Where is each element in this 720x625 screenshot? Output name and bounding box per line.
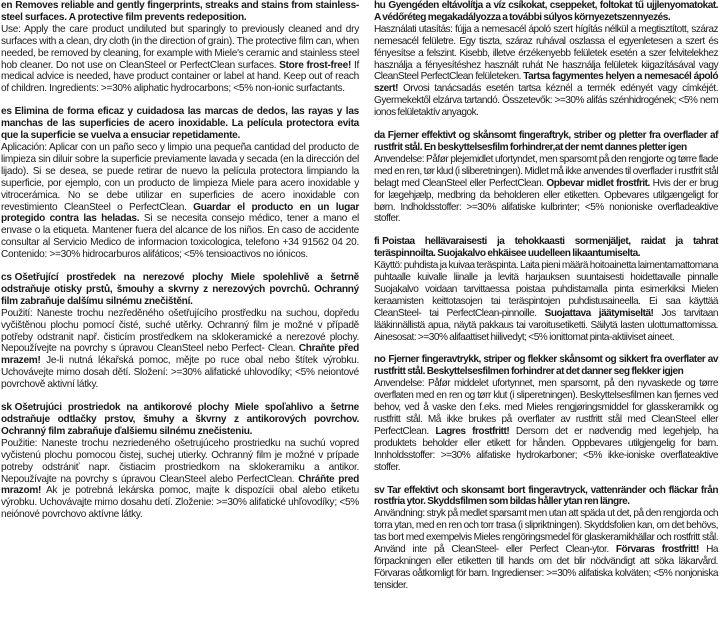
storage-warning: Store frost-free! xyxy=(279,59,352,71)
safety-text: Ha förpackningen eller etiketten till hands om det blir nödvändigt att söka läkarvård. Förvaras oåtkomligt för barn. Ingredienser: >=30% alifatiska kolväten; <5% nonjoniska tensider. xyxy=(374,544,719,591)
usage-text: Use: Apply the care product undiluted but sparingly to previously cleaned and dry surfaces with a clean, dry cloth (in the direction of grain). The protective film can, when needed, be removed by cleaning, for example with Miele's ceramic and stainless steel hob cleaner. Do not use on CleanSteel or PerfectClean surfaces. xyxy=(1,23,359,71)
storage-warning: Förvaras frostfritt! xyxy=(615,544,699,556)
safety-text: Jos tarvitaan lääkinnällistä apua, näytä pakkaus tai varoitusetiketti. Säilytä lasten ulottumattomissa. Ainesosat: >=30% alifaattiset hiilivedyt; <5% ionittomat pinta-aktiiviset aineet. xyxy=(374,307,718,343)
section-body xyxy=(374,24,718,119)
heading-text: Elimina de forma eficaz y cuidadosa las marcas de dedos, las rayas y las manchas de las superficies de acero inoxidable. La película protectora evita que la superficie se vuelva a ensuciar repetidamente. xyxy=(1,106,359,142)
section-body xyxy=(1,438,359,521)
usage-text: Anvendelse: Påfør plejemidlet ufortyndet, men sparsomt på den rengjorte og tørre flade med en ren, tør klud (i sliberetningen). Midlet må ikke anvendes til overflader i rustfrit stål belagt med CleanSteel eller PerfectClean. xyxy=(374,153,718,189)
section-hu xyxy=(374,0,718,119)
usage-text: Použití: Naneste trochu nezředěného ošetřujícího prostředku na suchou, dopředu vyčištěnou plochu pomocí čisté, suché utěrky. Ochranný film je možné v případě potřeby odstranit např. čisticím prostředkem na sklokeramické a nerezové plochy. Nepoužívejte na povrchy s úpravou CleanSteel nebo Perfect- Clean. xyxy=(1,307,359,355)
language-code: sk xyxy=(1,402,12,414)
right-column xyxy=(374,0,718,603)
heading-text: Removes reliable and gently fingerprints, streaks and stains from stainless-steel surfaces. A protective film prevents redeposition. xyxy=(1,0,359,23)
heading-text: Fjerner fingeravtrykk, striper og flekker skånsomt og sikkert fra overflater av rustfritt stål. Beskyttelsesfilmen forhindrer at det danner seg flekker igjen xyxy=(374,354,718,378)
section-heading xyxy=(1,272,359,308)
section-body xyxy=(1,24,359,95)
section-cs xyxy=(1,272,359,391)
storage-warning: Tartsa fagymentes helyen a nemesacél ápoló szert! xyxy=(374,71,718,95)
section-heading xyxy=(1,0,359,24)
language-code: hu xyxy=(374,0,386,11)
heading-text: Gyengéden eltávolítja a víz csíkokat, cseppeket, foltokat tű ujjlenyomatokat. A védőréteg megakadályozza a további súlyos környezetszennyezés. xyxy=(374,0,718,23)
heading-text: Tar effektivt och skonsamt bort fingeravtryck, vattenränder och fläckar från rostfria ytor. Skyddsfilmen som bildas håller ytan ren längre. xyxy=(374,484,718,508)
usage-text: Aplicación: Aplicar con un paño seco y limpio una pequeña cantidad del producto de limpieza sin diluir sobre la superficie previamente lavada y secada (en la dirección del lijado). Si se desea, se puede retirar de nuevo la película protectora limpiando la superficie, por ejemplo, con un producto de limpieza Miele para acero inoxidable y vitrocerámica. No se debe utilizar en superficies de acero inoxidable con revestimiento CleanSteel o PerfectClean. xyxy=(1,141,359,213)
heading-text: Poistaa hellävaraisesti ja tehokkaasti sormenjäljet, raidat ja tahrat teräspinnoilta. Suojakalvo ehkäisee uudelleen likaantumiselta. xyxy=(374,236,718,260)
safety-text: Hvis der er brug for lægehjælp, medbring da beholderen eller etiketten. Opbevares utilgængeligt for børn. Indholdsstoffer: >=30% alifatiske kulbrinter; <5% nonioniske overfladeaktive stoffer. xyxy=(374,177,719,225)
section-en xyxy=(1,0,359,95)
storage-warning: Guardar el producto en un lugar protegido contra las heladas. xyxy=(1,201,359,225)
storage-warning: Suojattava jäätymiseltä! xyxy=(544,307,654,319)
section-body xyxy=(374,154,718,225)
section-body xyxy=(1,308,359,391)
storage-warning: Chraňte před mrazem! xyxy=(1,343,359,367)
language-code: en xyxy=(1,0,13,11)
language-code: no xyxy=(374,354,386,366)
section-no xyxy=(374,354,718,473)
section-es xyxy=(1,106,359,261)
section-body xyxy=(1,142,359,261)
storage-warning: Lagres frostfritt! xyxy=(435,425,510,437)
section-fi xyxy=(374,236,718,343)
section-body xyxy=(374,508,718,591)
language-code: cs xyxy=(1,272,12,284)
safety-text: Dersom det er nødvendig med legehjelp, ha produktets beholder eller etikett for hånden. Oppbevares utilgjengelig for barn. Innholdsstoffer: >=30% alifatiske hydrokarboner; <5% ikke-ioniske overflateaktive stoffer. xyxy=(374,425,719,473)
section-heading xyxy=(374,0,718,24)
usage-text: Használati utasítás: fújja a nemesacél ápoló szert hígítás nélkül a megtisztított, száraz nemesacél felületre. Egy tiszta, száraz ruhával oszlassa el egyenletesen a szert és fényesítse a felszint. Kisebb, illetve érzékenyebb felületek esetén a szer felvitelekhez használja a fényesítéshez használt ruhát Ne használja felületek kiigazításával vagy CleanSteel PerfectClean felületeken. xyxy=(374,23,718,83)
usage-text: Použitie: Naneste trochu nezriedeného ošetrujúceho prostriedku na suchú vopred vyčistenú plochu pomocou čistej, suchej utierky. Ochranný film je možné v prípade potreby odstrániť napr. čistiacim prostriedkom na sklokeramiku a antikor. Nepoužívajte na povrchy s úpravou CleanSteel alebo PerfectClean. xyxy=(1,437,359,485)
section-body xyxy=(374,260,718,343)
storage-warning: Opbevar midlet frostfrit. xyxy=(546,177,650,189)
usage-text: Anvendelse: Påfør middelet ufortynnet, men sparsomt, på den nyvaskede og tørre overflaten med en ren og tørr klut (i sliperetningen). Beskyttelsesfilmen kan fjernes ved behov, ved å vaske den f.eks. med Mieles rengjøringsmiddel for glasskeramikk og rustfritt stål. Må ikke brukes på overflater av rustfritt stål med CleanSteel eller PerfectClean. xyxy=(374,378,718,437)
section-heading xyxy=(374,130,718,154)
section-heading xyxy=(1,106,359,142)
storage-warning: Chráňte pred mrazom! xyxy=(1,473,359,497)
section-da xyxy=(374,130,718,225)
language-code: es xyxy=(1,106,12,118)
safety-text: Orvosi tanácsadás esetén tartsa kéznél a termék edényét vagy címkéjét. Gyermekektől elzárva tartandó. Összetevők: >=30% alifás szénhidrogének; <5% nem ionos felületaktív anyagok. xyxy=(374,83,719,119)
section-heading xyxy=(1,402,359,438)
language-code: sv xyxy=(374,484,385,496)
section-sv xyxy=(374,485,718,592)
usage-text: Käyttö: puhdista ja kuivaa teräspinta. Laita pieni määrä hoitoainetta laimentamattomana puhtaalle kuivalle liinalle ja levitä harjauksen suuntaisesti hoidettavalle pinnalle Suojakalvo voidaan tarvittaessa poistaa puhdistamalla pinta esimerkiksi Mielen keraamisten keittotasojen tai teräspintojen puhdistusaineella. Ei saa käyttää CleanSteel- tai PerfectClean-pinnoille. xyxy=(374,260,718,319)
left-column xyxy=(1,0,359,532)
heading-text: Ošetrujúci prostriedok na antikorové plochy Miele spoľahlivo a šetrne odstraňuje odtlačky prstov, šmuhy a škvrny z antikorových povrchov. Ochranný film zabraňuje ďalšiemu silnému znečisteniu. xyxy=(1,402,359,437)
safety-text: Je-li nutná lékařská pomoc, mějte po ruce obal nebo štítek výrobku. Uchovávejte mimo dosah dětí. Složení: >=30% alifatické uhlovodíky; <5% neiontové povrchově aktivní látky. xyxy=(1,355,359,391)
language-code: da xyxy=(374,130,385,142)
safety-text: If medical advice is needed, have product container or label at hand. Keep out of reach of children. Ingredients: >=30% aliphatic hydrocarbons; <5% non-ionic surfactants. xyxy=(1,59,359,95)
heading-text: Ošetřující prostředek na nerezové plochy Miele spolehlivě a šetrně odstraňuje otisky prstů, šmouhy a skvrny z nerezových povrchů. Ochranný film zabraňuje dalšímu silnému znečištění. xyxy=(1,272,359,307)
section-body xyxy=(374,378,718,473)
safety-text: Ak je potrebná lekárska pomoc, majte k dispozícii obal alebo etiketu výrobku. Uchovávajte mimo dosahu detí. Zloženie: >=30% alifatické uhľovodíky; <5% neiónové povrchovo aktívne látky. xyxy=(1,485,359,521)
section-sk xyxy=(1,402,359,521)
language-code: fi xyxy=(374,236,380,248)
heading-text: Fjerner effektivt og skånsomt fingeraftryk, striber og pletter fra overflader af rustfrit stål. En beskyttelsesfilm forhindrer,at der nemt dannes pletter igen xyxy=(374,130,718,153)
section-heading xyxy=(374,485,718,509)
section-heading xyxy=(374,354,718,378)
usage-text: Användning: stryk på medlet sparsamt men utan att späda ut det, på den rengjorda och torra ytan, med en ren och torr trasa (i slipriktningen). Skyddsfolien kan, om det behövs, tas bort med exempelvis Mieles rengöringsmedel för glaskeramikhällar och rostfritt stål. Använd inte på CleanSteel- eller Perfect Clean-ytor. xyxy=(374,508,718,556)
safety-text: Si se necesita consejo médico, tener a mano el envase o la etiqueta. Mantener fuera del alcance de los niños. En caso de accidente consultar al Servicio Medico de informacion toxicologica, telefono +34 91562 04 20. Contenido: >=30% hidrocarburos alifáticos; <5% tensioactivos no iónicos. xyxy=(1,213,359,261)
section-heading xyxy=(374,236,718,260)
